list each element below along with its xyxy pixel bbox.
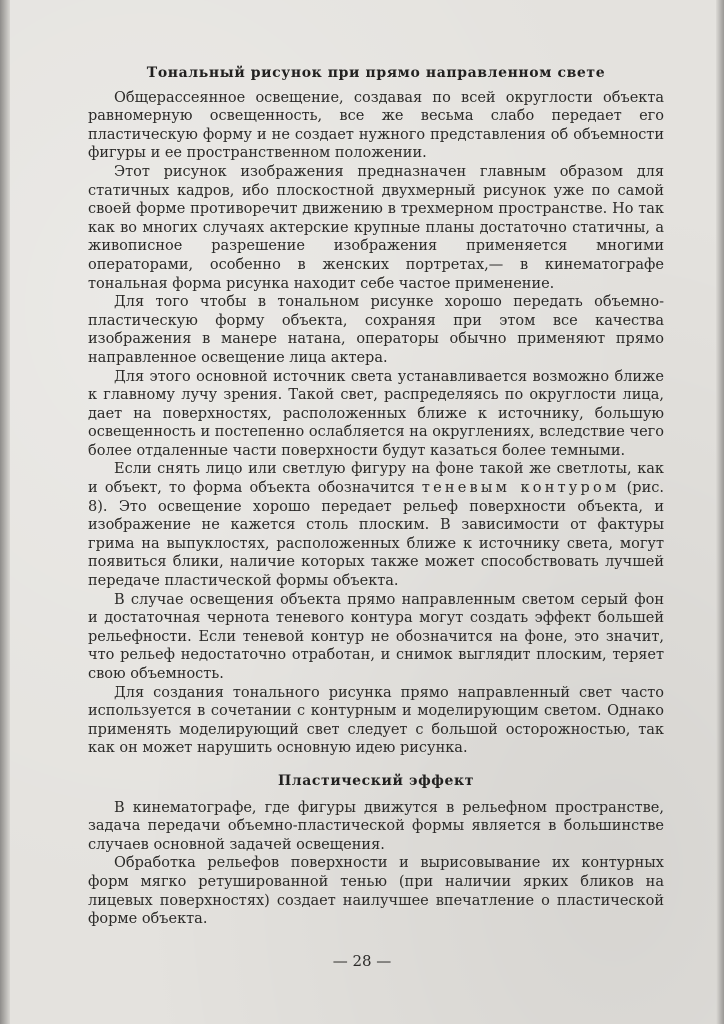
paragraph: Обработка рельефов поверхности и вырисовывание их контурных форм мягко ретушированной тенью (при наличии ярких бликов на лицевых поверхностях) создает наилучшее впечатление о пластической форме объекта. bbox=[88, 855, 664, 928]
emphasized-term: теневым контуром bbox=[421, 480, 620, 497]
page-number: — 28 — bbox=[332, 952, 392, 970]
paragraph: Этот рисунок изображения предназначен главным образом для статичных кадров, ибо плоскостной двухмерный рисунок уже по самой своей форме противоречит движению в трехмерном пространстве. Но так как во многих случаях актерские крупные планы достаточно статичны, а живописное разрешение изображения применяется многими операторами, особенно в женских портретах,— в кинематографе тональная форма рисунка находит себе частое применение. bbox=[88, 163, 664, 292]
paragraph: В случае освещения объекта прямо направленным светом серый фон и достаточная чернота теневого контура могут создать эффект большей рельефности. Если теневой контур не обозначится на фоне, это значит, что рельеф недостаточно отработан, и снимок выглядит плоским, теряет свою объемность. bbox=[88, 591, 664, 682]
paragraph-text: (рис. 8). Это освещение хорошо передает рельеф поверхности объекта, и изображение не кажется столь плоским. В зависимости от фактуры грима на выпуклостях, расположенных ближе к источнику света, могут появиться блики, наличие которых также может способствовать лучшей передаче пластической формы объекта. bbox=[88, 480, 664, 590]
section-heading-plastic-effect: Пластический эффект bbox=[277, 772, 475, 789]
paragraph: Для этого основной источник света устанавливается возможно ближе к главному лучу зрения. Такой свет, распределяясь по округлости лица, дает на поверхностях, расположенных ближе к источнику, большую освещенность и постепенно ослабляется на округлениях, вследствие чего более отдаленные части поверхности будут казаться более темными. bbox=[88, 368, 664, 459]
page-right-edge-shadow bbox=[716, 0, 724, 1024]
paragraph: Для создания тонального рисунка прямо направленный свет часто используется в сочетании с контурным и моделирующим светом. Однако применять моделирующий свет следует с большой осторожностью, так как он может нарушить основную идею рисунка. bbox=[88, 684, 664, 757]
page-content bbox=[88, 64, 664, 929]
paragraph: В кинематографе, где фигуры движутся в рельефном пространстве, задача передачи объемно-пластической формы является в большинстве случаев основной задачей освещения. bbox=[88, 799, 664, 853]
page-left-edge-shadow bbox=[0, 0, 10, 1024]
section-heading-tonal-pattern: Тональный рисунок при прямо направленном свете bbox=[146, 65, 606, 81]
paragraph-shadow-contour bbox=[88, 460, 664, 590]
paragraph: Для того чтобы в тональном рисунке хорошо передать объемно-пластическую форму объекта, сохраняя при этом все качества изображения в манере натана, операторы обычно применяют прямо направленное освещение лица актера. bbox=[88, 294, 664, 366]
paragraph: Общерассеянное освещение, создавая по всей округлости объекта равномерную освещенность, все же весьма слабо передает его пластическую форму и не создает нужного представления об объемности фигуры и ее пространственном положении. bbox=[88, 89, 664, 162]
paragraph-text: Если снять лицо или светлую фигуру на фоне такой же светлоты, как и объект, то форма объекта обозначится bbox=[88, 461, 664, 497]
